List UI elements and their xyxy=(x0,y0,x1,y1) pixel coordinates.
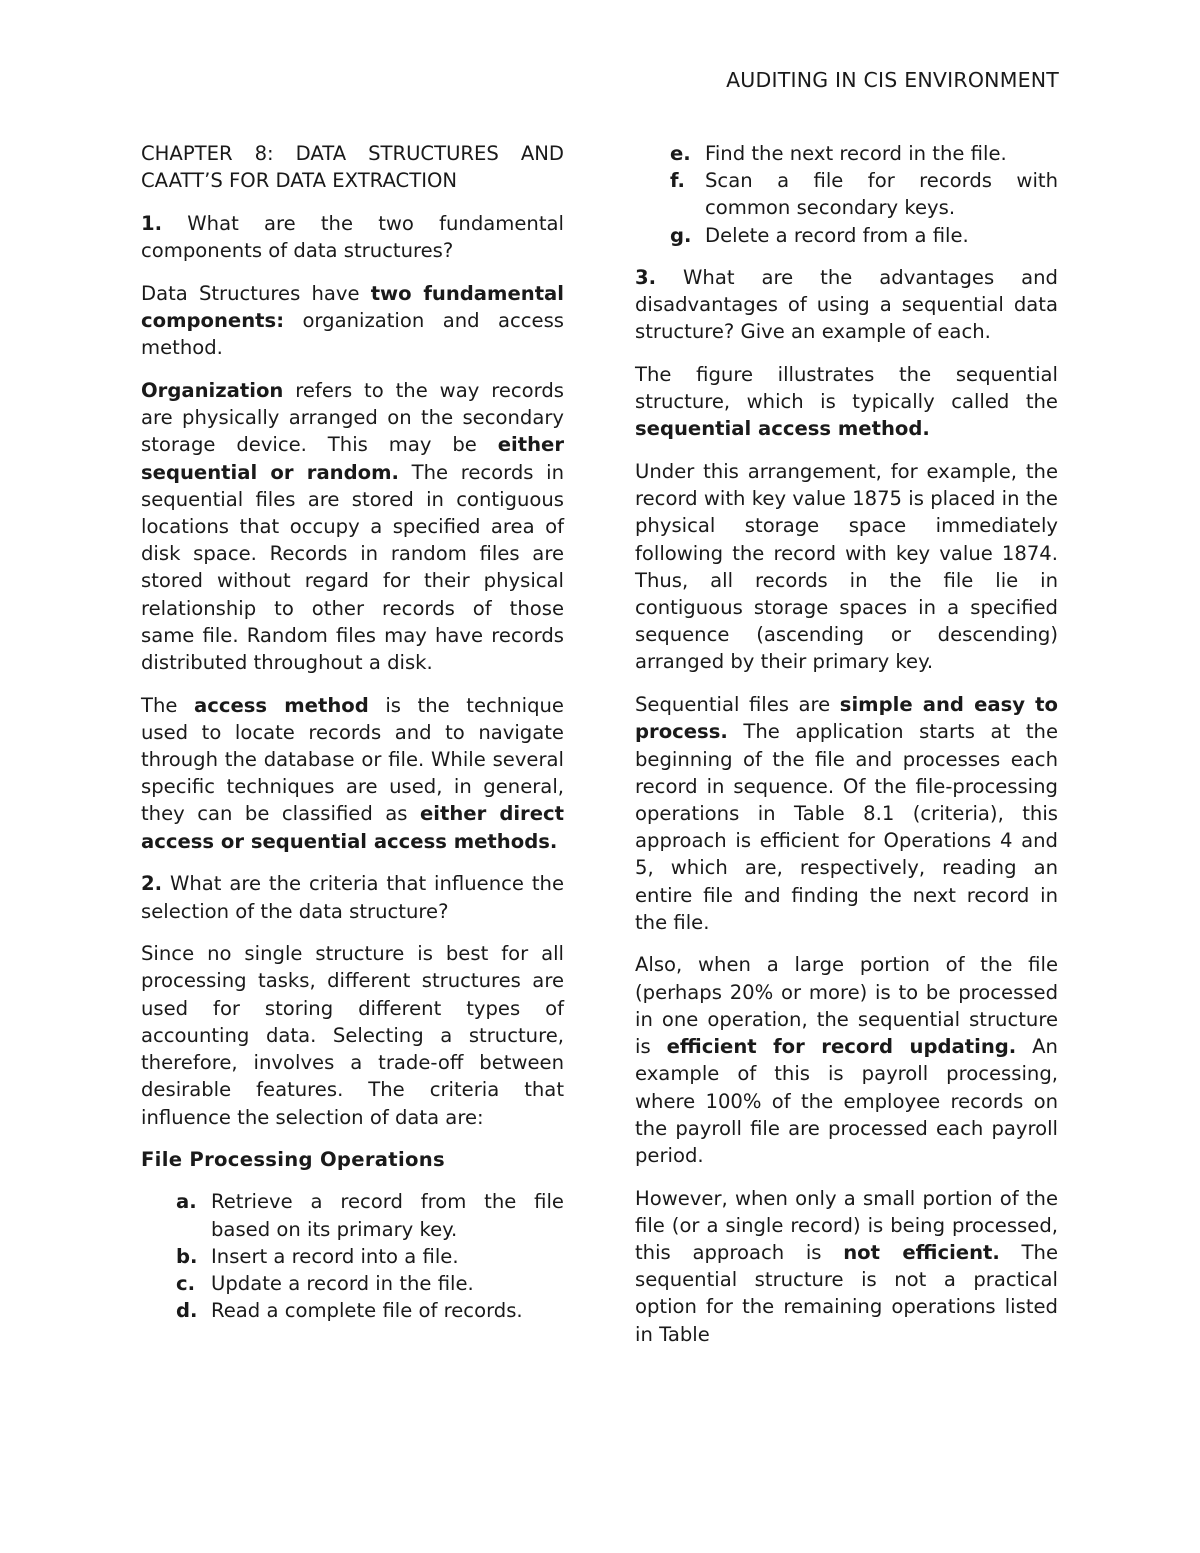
question-number: 2. xyxy=(141,872,163,896)
question-1 xyxy=(141,210,564,264)
question-number: 3. xyxy=(635,265,657,289)
list-item xyxy=(670,222,1058,249)
paragraph-arrangement: Under this arrangement, for example, the record with key value 1875 is placed in the physical storage space immediately following the record with key value 1874. Thus, all records in the file lie in contiguous storage spaces in a specified sequence (ascending or descending) arranged by their primary key. xyxy=(635,460,1058,674)
paragraph-criteria: Since no single structure is best for all processing tasks, different structures are used for storing different types of accounting data. Selecting a structure, therefore, involves a trade-off between desirable features. The criteria that influence the selection of data are: xyxy=(141,942,564,1129)
chapter-title: CHAPTER 8: DATA STRUCTURES AND CAATT’S FOR DATA EXTRACTION xyxy=(141,142,564,193)
list-marker: b. xyxy=(176,1244,198,1268)
list-item xyxy=(176,1243,564,1270)
paragraph-sequential-files xyxy=(635,691,1058,936)
text-run: The xyxy=(141,693,195,717)
paragraph-large-portion xyxy=(635,951,1058,1169)
paragraph-data-structures xyxy=(141,280,564,362)
bold-run: either direct access or sequential access methods. xyxy=(141,802,564,853)
text-run: The application starts at the beginning of the file and processes each record in sequence. Of the file-processing operations in Table 8.1 (criteria), this approach is efficient for Operations 4 and 5, which are, respectively, reading an entire file and finding the next record in the file. xyxy=(635,720,1058,934)
operations-list-continued xyxy=(635,140,1058,249)
bold-run: not efficient. xyxy=(843,1241,1000,1265)
text-run: is the technique used to locate records and to navigate through the database or file. While several specific techniques are used, in general, they can be classified as xyxy=(141,693,564,826)
question-number: 1. xyxy=(141,211,163,235)
list-item-text: Scan a file for records with common secondary keys. xyxy=(705,169,1058,220)
question-3 xyxy=(635,264,1058,346)
bold-run: access method xyxy=(194,693,369,717)
list-item-text: Update a record in the file. xyxy=(211,1272,474,1296)
text-run: The figure illustrates the sequential structure, which is typically called the xyxy=(635,362,1058,414)
list-item-text: Retrieve a record from the file based on its primary key. xyxy=(211,1190,564,1241)
paragraph-figure xyxy=(635,361,1058,443)
list-item-text: Read a complete file of records. xyxy=(211,1299,523,1323)
list-item xyxy=(670,140,1058,167)
question-text: What are the criteria that influence the selection of the data structure? xyxy=(141,872,564,923)
page-header: AUDITING IN CIS ENVIRONMENT xyxy=(726,68,1059,92)
paragraph-organization xyxy=(141,377,564,676)
text-run: organization and access method. xyxy=(141,309,564,360)
question-text: What are the advantages and disadvantages of using a sequential data structure? Give an example of each. xyxy=(635,265,1058,344)
list-item xyxy=(176,1297,564,1324)
list-marker: f. xyxy=(670,169,685,193)
list-marker: d. xyxy=(176,1299,198,1323)
list-item-text: Insert a record into a file. xyxy=(211,1244,459,1268)
bold-run: sequential access method. xyxy=(635,417,930,441)
text-run: Also, when a large portion of the file (perhaps 20% or more) is to be processed in one operation, the sequential structure is xyxy=(635,953,1058,1059)
text-run: An example of this is payroll processing, where 100% of the employee records on the payroll file are processed each payroll period. xyxy=(635,1035,1058,1167)
list-item xyxy=(176,1270,564,1297)
bold-run: simple and easy to process. xyxy=(635,693,1058,744)
list-item-text: Find the next record in the file. xyxy=(705,142,1007,165)
text-run: Data Structures have xyxy=(141,281,371,305)
bold-run: two fundamental components: xyxy=(141,281,564,333)
bold-run: efficient for record updating. xyxy=(666,1035,1017,1059)
bold-run: Organization xyxy=(141,378,284,402)
question-text: What are the two fundamental components of data structures? xyxy=(141,211,564,263)
list-item xyxy=(176,1188,564,1242)
list-marker: a. xyxy=(176,1190,197,1214)
text-run: refers to the way records are physically arranged on the secondary storage device. This may be xyxy=(141,378,564,457)
right-column xyxy=(635,140,1058,1363)
list-marker: c. xyxy=(176,1272,196,1296)
file-processing-heading: File Processing Operations xyxy=(141,1148,445,1172)
list-item-text: Delete a record from a file. xyxy=(705,223,969,247)
list-marker: g. xyxy=(670,223,692,247)
list-item xyxy=(670,167,1058,221)
text-run: However, when only a small portion of the file (or a single record) is being processed, this approach is xyxy=(635,1186,1058,1265)
bold-run: either sequential or random. xyxy=(141,433,564,484)
question-2 xyxy=(141,870,564,924)
paragraph-small-portion xyxy=(635,1185,1058,1348)
left-column xyxy=(141,140,564,1339)
text-run: The sequential structure is not a practical option for the remaining operations listed in Table xyxy=(635,1241,1058,1346)
text-run: Sequential files are xyxy=(635,693,840,717)
paragraph-access-method xyxy=(141,692,564,855)
list-marker: e. xyxy=(670,142,691,165)
text-run: The records in sequential files are stored in contiguous locations that occupy a specified area of disk space. Records in random files are stored without regard for their physical relationship to other records of those same file. Random files may have records distributed throughout a disk. xyxy=(141,460,564,674)
operations-list xyxy=(141,1188,564,1324)
